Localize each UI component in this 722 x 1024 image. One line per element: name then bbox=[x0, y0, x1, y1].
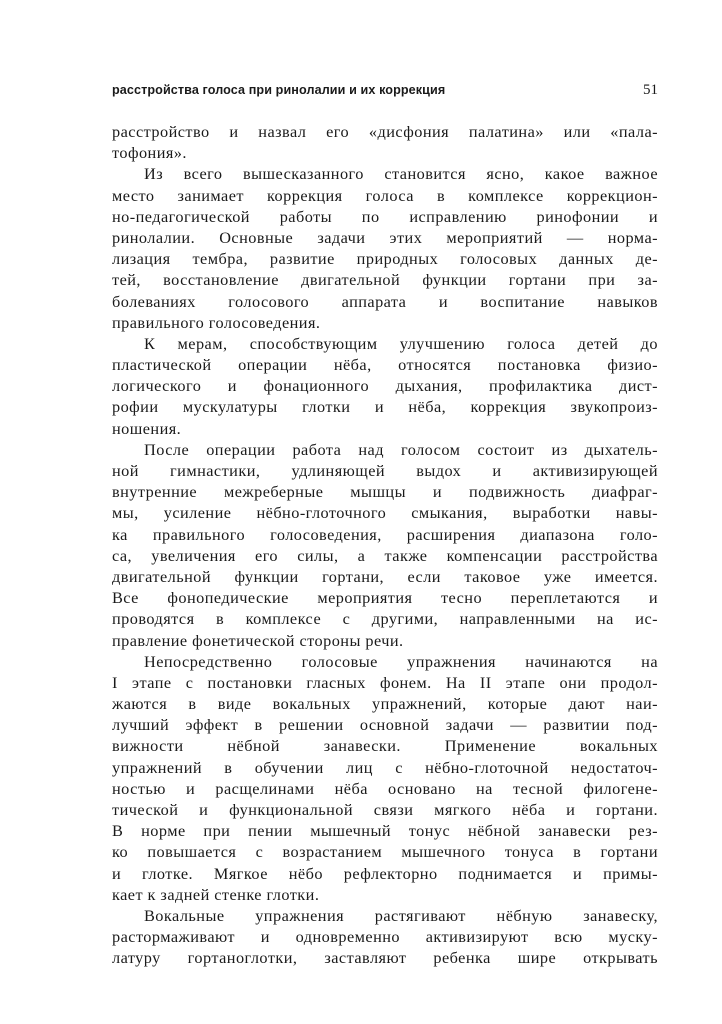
text-line: В норме при пении мышечный тонус нёбной занавески рез- bbox=[112, 821, 658, 841]
paragraph bbox=[112, 651, 658, 905]
text-line: упражнений в обучении лиц с нёбно-глоточной недостаточ- bbox=[112, 757, 658, 777]
paragraph bbox=[112, 333, 658, 439]
text-line: болеваниях голосового аппарата и воспитание навыков bbox=[112, 291, 658, 311]
body-text bbox=[112, 121, 658, 969]
text-line: тофония». bbox=[112, 143, 187, 163]
text-line: I этапе с постановки гласных фонем. На II этапе они продол- bbox=[112, 672, 658, 692]
text-line: лучший эффект в решении основной задачи — развитии под- bbox=[112, 715, 658, 735]
text-line: кает к задней стенке глотки. bbox=[112, 884, 320, 904]
text-line: мы, усиление нёбно-глоточного смыкания, выработки навы- bbox=[112, 503, 658, 523]
text-line: ко повышается с возрастанием мышечного тонуса в гортани bbox=[112, 842, 658, 862]
text-line: са, увеличения его силы, а также компенсации расстройства bbox=[112, 545, 658, 565]
text-line: Непосредственно голосовые упражнения начинаются на bbox=[144, 651, 658, 671]
text-line: двигательной функции гортани, если таковое уже имеется. bbox=[112, 566, 658, 586]
running-header bbox=[112, 80, 658, 100]
text-line: расстройство и назвал его «дисфония палатина» или «пала- bbox=[112, 122, 658, 141]
text-line: место занимает коррекция голоса в комплексе коррекцион- bbox=[112, 185, 658, 205]
text-line: логического и фонационного дыхания, профилактика дист- bbox=[112, 376, 658, 396]
text-line: ношения. bbox=[112, 418, 182, 438]
text-line: правильного голосоведения. bbox=[112, 312, 321, 332]
text-line: лизация тембра, развитие природных голосовых данных де- bbox=[112, 249, 658, 269]
text-line: но-педагогической работы по исправлению ринофонии и bbox=[112, 206, 658, 226]
text-line: проводятся в комплексе с другими, направленными на ис- bbox=[112, 609, 658, 629]
text-line: ка правильного голосоведения, расширения диапазона голо- bbox=[112, 524, 658, 544]
text-line: Все фонопедические мероприятия тесно переплетаются и bbox=[112, 588, 658, 608]
paragraph bbox=[112, 163, 658, 333]
paragraph bbox=[112, 121, 658, 163]
text-line: К мерам, способствующим улучшению голоса детей до bbox=[144, 333, 658, 353]
text-line: растормаживают и одновременно активизируют всю муску- bbox=[112, 927, 658, 947]
text-line: и глотке. Мягкое нёбо рефлекторно поднимается и примы- bbox=[112, 863, 658, 883]
paragraph bbox=[112, 905, 658, 969]
text-line: правление фонетической стороны речи. bbox=[112, 630, 404, 650]
text-line: Из всего вышесказанного становится ясно, какое важное bbox=[144, 164, 658, 184]
text-line: жаются в виде вокальных упражнений, которые дают наи- bbox=[112, 694, 658, 714]
text-line: внутренние межреберные мышцы и подвижность диафраг- bbox=[112, 482, 658, 502]
text-line: рофии мускулатуры глотки и нёба, коррекция звукопроиз- bbox=[112, 397, 658, 417]
text-line: латуру гортаноглотки, заставляют ребенка шире открывать bbox=[112, 948, 658, 968]
text-line: вижности нёбной занавески. Применение вокальных bbox=[112, 736, 658, 756]
text-line: ностью и расщелинами нёба основано на тесной филогене- bbox=[112, 778, 658, 798]
text-line: Вокальные упражнения растягивают нёбную занавеску, bbox=[144, 905, 658, 925]
text-line: ной гимнастики, удлиняющей выдох и активизирующей bbox=[112, 461, 658, 480]
text-line: ринолалии. Основные задачи этих мероприятий — норма- bbox=[112, 227, 658, 247]
text-line: тей, восстановление двигательной функции гортани при за- bbox=[112, 270, 658, 290]
text-line: тической и функциональной связи мягкого нёба и гортани. bbox=[112, 800, 658, 819]
text-line: пластической операции нёба, относятся постановка физио- bbox=[112, 355, 658, 375]
paragraph bbox=[112, 439, 658, 651]
page-number: 51 bbox=[643, 82, 658, 98]
running-title: расстройства голоса при ринолалии и их коррекция bbox=[112, 83, 446, 97]
text-line: После операции работа над голосом состоит из дыхатель- bbox=[144, 439, 658, 459]
